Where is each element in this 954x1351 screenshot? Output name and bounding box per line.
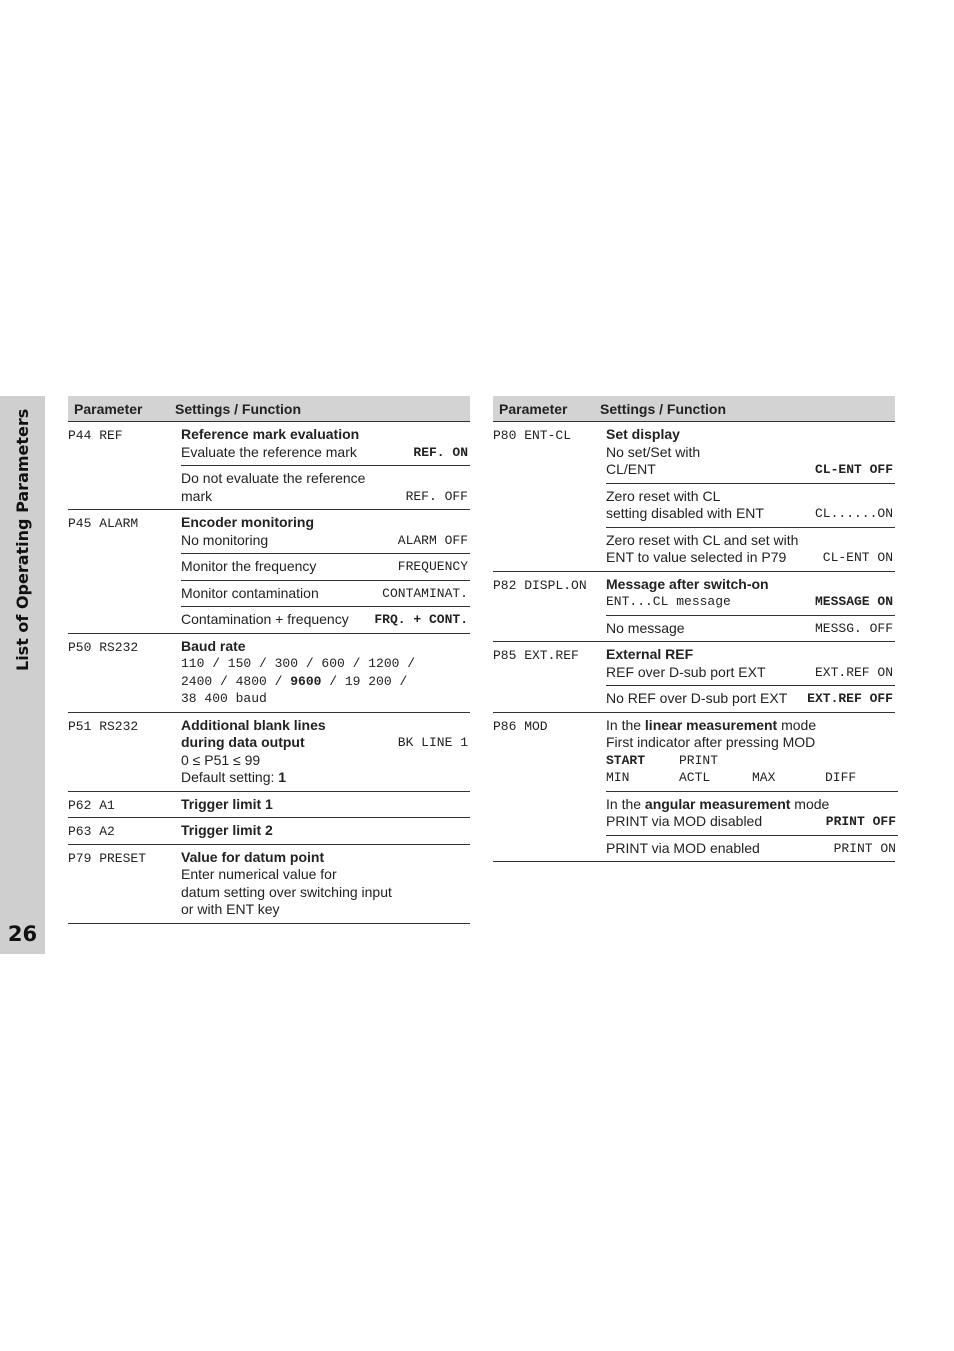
func-group <box>181 845 470 923</box>
option-text: ENT...CL message <box>606 594 731 609</box>
desc-line: First indicator after pressing MOD <box>606 734 816 750</box>
option-code: FREQUENCY <box>397 559 468 574</box>
func-group <box>181 792 470 818</box>
table-row-p79 <box>68 845 470 924</box>
func-title: Set display <box>606 426 680 442</box>
table-header <box>68 396 470 422</box>
baud-list-line: 110 / 150 / 300 / 600 / 1200 / <box>181 656 416 671</box>
func-group <box>606 483 895 527</box>
option-code: ACTL <box>679 770 711 785</box>
func-group <box>181 818 470 844</box>
default-text: Default setting: 1 <box>181 769 287 785</box>
table-row-p62 <box>68 792 470 819</box>
mode-heading: In the angular measurement mode <box>606 795 830 812</box>
indicator-options <box>606 752 898 770</box>
option-code: EXT.REF ON <box>814 664 893 680</box>
func-group <box>181 580 470 607</box>
option-text: Monitor contamination <box>181 584 319 601</box>
parameter-table-left <box>68 396 470 924</box>
func-group <box>606 791 898 835</box>
header-parameter: Parameter <box>74 400 143 417</box>
table-row-p80 <box>493 422 895 572</box>
option-code: EXT.REF OFF <box>807 691 893 706</box>
param-name: P85 EXT.REF <box>493 648 579 663</box>
option-text: Monitor the frequency <box>181 558 317 574</box>
param-name: P82 DISPL.ON <box>493 577 587 593</box>
option-text: No set/Set with <box>606 443 701 460</box>
table-row-p85 <box>493 642 895 713</box>
table-row-p44 <box>68 422 470 510</box>
func-group <box>181 422 470 465</box>
param-name: P62 A1 <box>68 797 115 813</box>
option-code: MIN <box>606 770 630 785</box>
func-group <box>606 572 895 615</box>
func-title: Reference mark evaluation <box>181 426 360 442</box>
page-number: 26 <box>7 922 38 946</box>
option-text: Zero reset with CL and set with <box>606 531 799 548</box>
param-name: P86 MOD <box>493 718 548 734</box>
option-code: REF. ON <box>413 444 468 460</box>
option-text: No message <box>606 619 685 636</box>
option-code: PRINT OFF <box>825 814 896 829</box>
header-settings: Settings / Function <box>600 400 726 417</box>
table-row-p86 <box>493 713 895 863</box>
func-group <box>181 713 470 791</box>
table-row-p63 <box>68 818 470 845</box>
option-code: MAX <box>752 770 776 785</box>
func-group <box>181 553 470 580</box>
func-title: External REF <box>606 646 694 662</box>
option-text: CL/ENT <box>606 461 656 477</box>
param-name: P79 PRESET <box>68 850 147 866</box>
option-code: FRQ. + CONT. <box>374 612 468 627</box>
func-title: Trigger limit 1 <box>181 795 273 812</box>
func-group <box>606 422 895 483</box>
desc-line: or with ENT key <box>181 901 280 917</box>
option-text: Evaluate the reference mark <box>181 443 357 460</box>
mode-heading: In the linear measurement mode <box>606 716 817 733</box>
option-code: PRINT <box>679 752 719 768</box>
func-title: Additional blank lines <box>181 716 326 733</box>
option-code: DIFF <box>825 770 857 785</box>
table-header <box>493 396 895 422</box>
option-text: Do not evaluate the reference <box>181 470 366 486</box>
func-title: Baud rate <box>181 637 246 654</box>
param-name: P44 REF <box>68 428 123 443</box>
indicator-options <box>606 769 898 787</box>
option-text: PRINT via MOD enabled <box>606 839 760 856</box>
header-parameter: Parameter <box>499 400 568 417</box>
func-group <box>606 713 898 791</box>
option-code: PRINT ON <box>833 840 896 856</box>
range-text: 0 ≤ P51 ≤ 99 <box>181 751 261 768</box>
header-settings: Settings / Function <box>175 400 301 417</box>
param-name: P80 ENT-CL <box>493 428 572 443</box>
func-group <box>606 615 895 642</box>
func-group <box>181 510 470 553</box>
func-group <box>181 606 470 633</box>
func-group <box>606 642 895 685</box>
option-text: Contamination + frequency <box>181 611 349 627</box>
option-code: CL-ENT ON <box>822 550 893 565</box>
option-code: BK LINE 1 <box>397 735 468 750</box>
func-title: Trigger limit 2 <box>181 822 273 838</box>
parameter-table-right <box>493 396 895 862</box>
option-text: PRINT via MOD disabled <box>606 813 763 829</box>
func-group <box>181 465 470 509</box>
option-text: setting disabled with ENT <box>606 505 764 521</box>
func-title: Message after switch-on <box>606 575 769 592</box>
func-title: Encoder monitoring <box>181 514 314 530</box>
func-group <box>606 835 898 862</box>
param-name: P63 A2 <box>68 824 115 839</box>
func-title: during data output <box>181 734 305 750</box>
param-name: P50 RS232 <box>68 639 139 655</box>
desc-line: datum setting over switching input <box>181 883 392 900</box>
option-code: ALARM OFF <box>397 532 468 548</box>
option-code: CL-ENT OFF <box>814 462 893 477</box>
desc-line: Enter numerical value for <box>181 866 337 882</box>
baud-list-line: 38 400 baud <box>181 691 267 706</box>
param-name: P45 ALARM <box>68 516 139 531</box>
option-code: CL......ON <box>814 506 893 521</box>
option-code: REF. OFF <box>405 488 468 504</box>
option-text: ENT to value selected in P79 <box>606 549 787 565</box>
param-name: P51 RS232 <box>68 718 139 734</box>
func-title: Value for datum point <box>181 848 325 865</box>
table-row-p82 <box>493 572 895 643</box>
baud-list-line: 2400 / 4800 / 9600 / 19 200 / <box>181 673 408 689</box>
option-text: mark <box>181 487 213 504</box>
option-text: Zero reset with CL <box>606 487 721 504</box>
table-row-p45 <box>68 510 470 634</box>
option-text: No monitoring <box>181 531 269 548</box>
func-group <box>606 685 895 712</box>
table-row-p51 <box>68 713 470 792</box>
section-title: List of Operating Parameters <box>13 408 32 671</box>
func-group <box>181 634 470 712</box>
option-text: REF over D-sub port EXT <box>606 663 766 680</box>
table-row-p50 <box>68 634 470 713</box>
option-text: No REF over D-sub port EXT <box>606 690 788 706</box>
option-code: START <box>606 752 646 768</box>
option-code: MESSG. OFF <box>814 620 893 636</box>
option-code: CONTAMINAT. <box>382 585 468 601</box>
option-code: MESSAGE ON <box>814 594 893 609</box>
func-group <box>606 527 895 571</box>
